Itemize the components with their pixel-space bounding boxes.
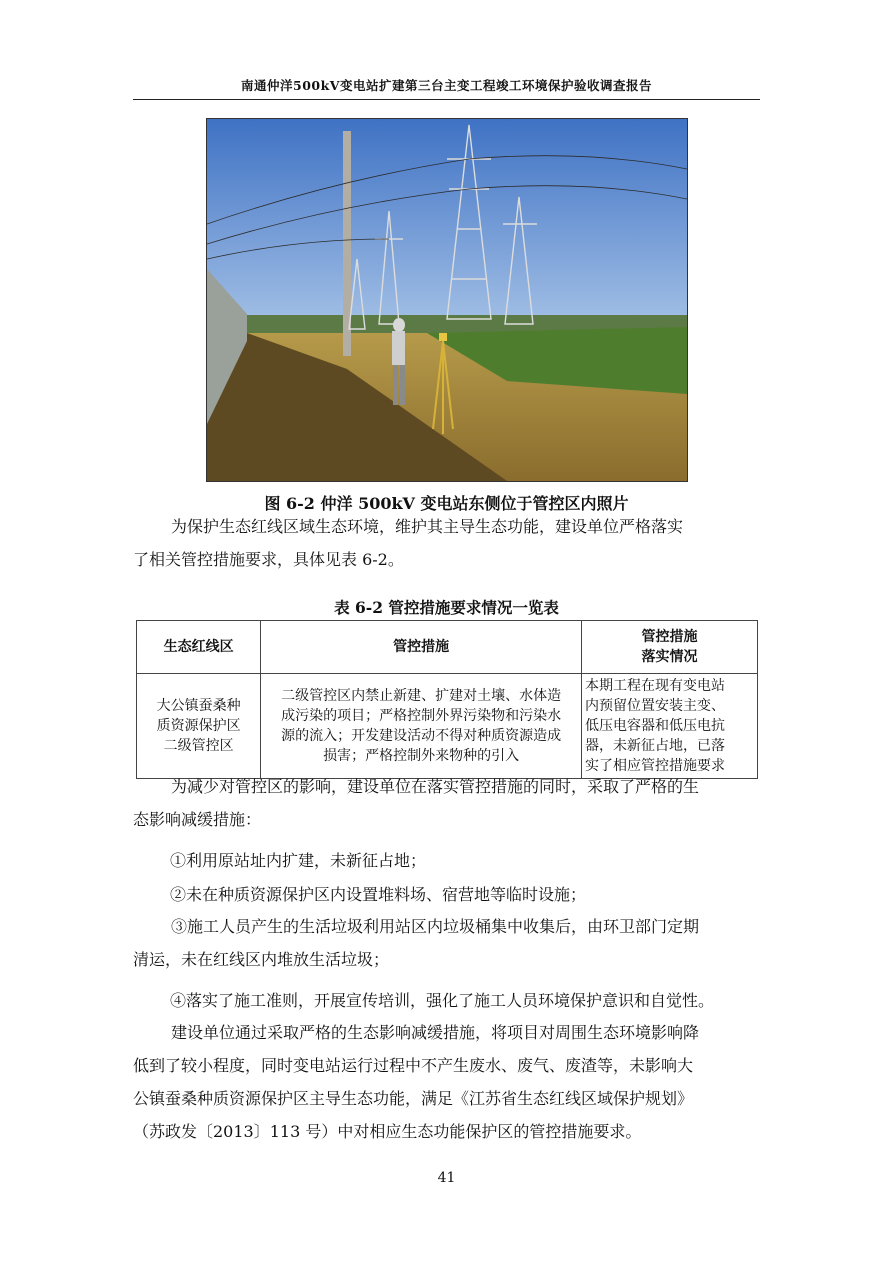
conclusion-line-3: 公镇蚕桑种质资源保护区主导生态功能，满足《江苏省生态红线区域保护规划》 (133, 1089, 694, 1108)
conclusion-line-4: （苏政发〔2013〕113 号）中对相应生态功能保护区的管控措施要求。 (133, 1122, 642, 1141)
cell-status (582, 674, 758, 779)
header-zone: 生态红线区 (137, 621, 261, 674)
status-line-3: 低压电容器和低压电抗 (585, 718, 726, 734)
measures-line-1: 二级管控区内禁止新建、扩建对土壤、水体造 (281, 688, 562, 704)
cell-measures (261, 674, 582, 779)
zone-line-1: 大公镇蚕桑种 (156, 698, 241, 714)
cell-zone (137, 674, 261, 779)
header-status-line-1: 管控措施 (641, 629, 698, 645)
conclusion-line-2: 低到了较小程度，同时变电站运行过程中不产生废水、废气、废渣等，未影响大 (133, 1056, 694, 1075)
page-number: 41 (437, 1170, 456, 1186)
conclusion-paragraph (133, 1016, 760, 1148)
header-status (582, 621, 758, 674)
status-line-1: 本期工程在现有变电站 (585, 678, 726, 694)
table-row (137, 674, 758, 779)
measures-line-2: 成污染的项目；严格控制外界污染物和污染水 (281, 708, 562, 724)
status-line-4: 器，未新征占地，已落 (585, 738, 726, 754)
mitigation-line-1: 为减少对管控区的影响，建设单位在落实管控措施的同时，采取了严格的生 (171, 777, 700, 796)
header-divider (133, 99, 760, 100)
control-measures-table (136, 620, 758, 779)
table-header-row (137, 621, 758, 674)
status-line-2: 内预留位置安装主变、 (585, 698, 726, 714)
intro-line-1: 为保护生态红线区域生态环境，维护其主导生态功能，建设单位严格落实 (171, 517, 684, 536)
site-photo (206, 118, 688, 482)
table-caption: 表 6-2 管控措施要求情况一览表 (334, 598, 559, 617)
intro-paragraph (133, 510, 760, 576)
status-line-5: 实了相应管控措施要求 (585, 758, 726, 774)
figure-caption: 图 6-2 仲洋 500kV 变电站东侧位于管控区内照片 (264, 494, 629, 513)
list-item-2: ②未在种质资源保护区内设置堆料场、宿营地等临时设施； (170, 885, 587, 904)
running-header: 南通仲洋500kV变电站扩建第三台主变工程竣工环境保护验收调查报告 (241, 78, 652, 93)
list-item-1: ①利用原站址内扩建，未新征占地； (170, 851, 427, 870)
zone-line-3: 二级管控区 (163, 738, 234, 754)
item3-line-1: ③施工人员产生的生活垃圾利用站区内垃圾桶集中收集后，由环卫部门定期 (171, 917, 700, 936)
list-item-4: ④落实了施工准则，开展宣传培训，强化了施工人员环境保护意识和自觉性。 (170, 991, 715, 1010)
mitigation-paragraph (133, 770, 760, 836)
item3-line-2: 清运，未在红线区内堆放生活垃圾； (133, 950, 390, 969)
header-status-line-2: 落实情况 (641, 649, 698, 665)
intro-line-2: 了相关管控措施要求，具体见表 6-2。 (133, 550, 404, 569)
conclusion-line-1: 建设单位通过采取严格的生态影响减缓措施，将项目对周围生态环境影响降 (171, 1023, 700, 1042)
measures-line-4: 损害；严格控制外来物种的引入 (323, 748, 520, 764)
mitigation-line-2: 态影响减缓措施： (133, 810, 262, 829)
zone-line-2: 质资源保护区 (156, 718, 241, 734)
measures-line-3: 源的流入；开发建设活动不得对种质资源造成 (281, 728, 562, 744)
header-measures: 管控措施 (261, 621, 582, 674)
list-item-3 (133, 910, 760, 976)
